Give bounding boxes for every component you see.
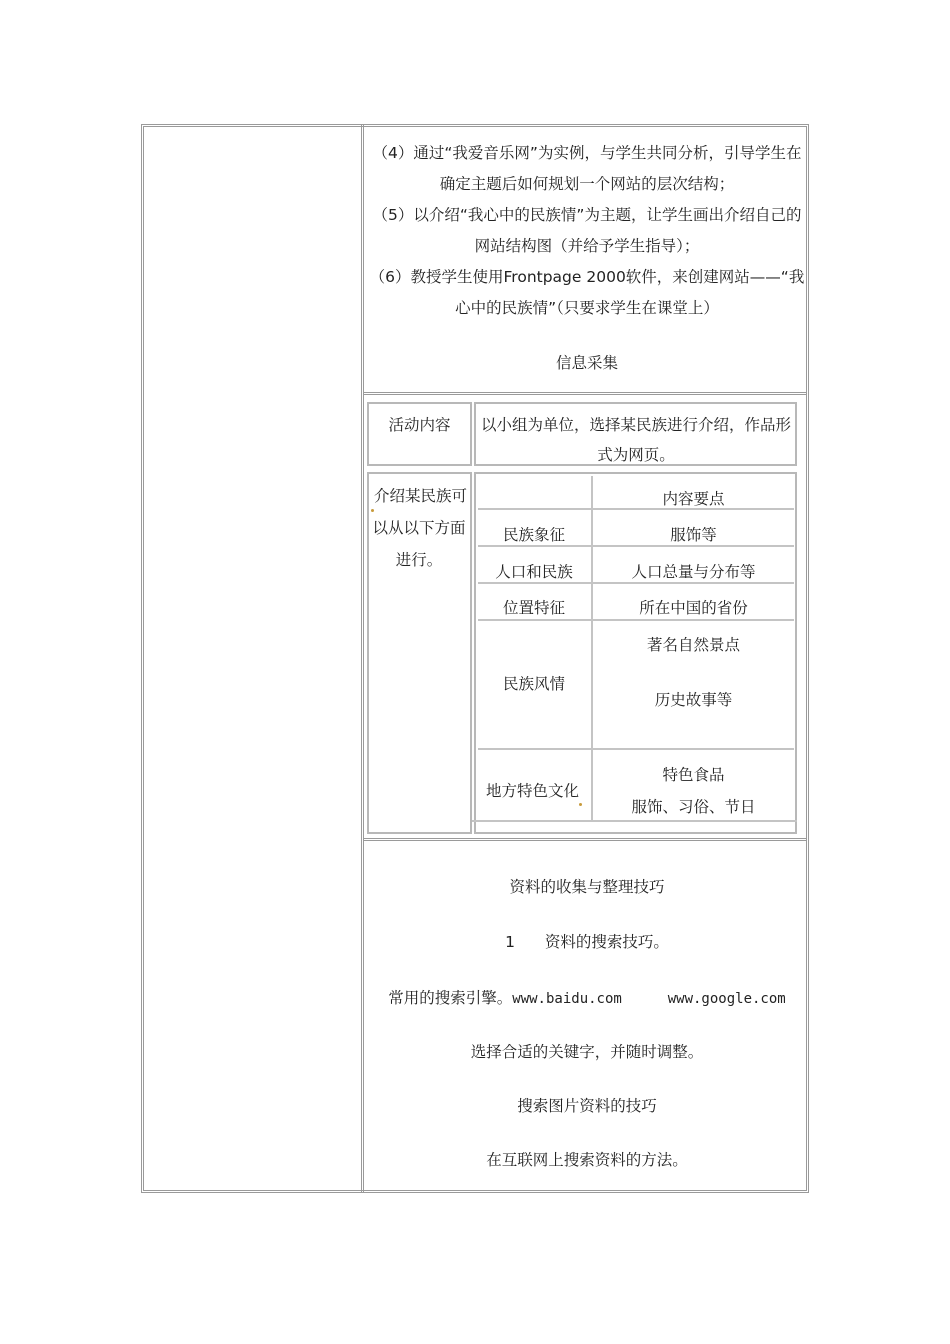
aspect-point: 人口总量与分布等 [631,563,756,581]
aspect-point: 特色食品 [662,766,725,784]
item-number: 1 [505,933,515,951]
info-collection-title: 信息采集 [555,354,618,372]
aspect-point: 服饰等 [670,526,717,544]
teaching-steps [368,138,806,324]
aspects-row-line [478,748,794,750]
aspect-point: 服饰、习俗、节日 [631,798,756,816]
search-tips-title: 资料的收集与整理技巧 [509,878,665,896]
activity-label: 活动内容 [388,416,451,434]
divider-bottom [364,838,806,841]
aspect-point: 历史故事等 [654,691,733,709]
intro-label: 介绍某民族可以从以下方面进行。 [372,487,467,569]
item-title: 资料的搜索技巧。 [544,933,669,951]
aspect-point: 所在中国的省份 [639,599,748,617]
aspects-header: 内容要点 [662,490,725,508]
step-6: （6）教授学生使用Frontpage 2000软件，来创建网站——“我心中的民族情”（只要求学生在课堂上） [369,268,805,317]
search-tip: 搜索图片资料的技巧 [517,1097,657,1115]
divider-top [364,392,806,395]
step-4: （4）通过“我爱音乐网”为实例，与学生共同分析，引导学生在确定主题后如何规划一个网站的层次结构； [372,144,802,193]
search-tip-item [368,927,806,957]
aspect-name: 地方特色文化 [478,776,590,806]
aspect-name: 位置特征 [502,599,565,617]
step-5: （5）以介绍“我心中的民族情”为主题，让学生画出介绍自己的网站结构图（并给予学生指导）； [372,206,802,255]
search-tip: 选择合适的关键字，并随时调整。 [470,1043,704,1061]
aspect-name: 人口和民族 [495,563,573,581]
aspect-name: 民族象征 [502,526,565,544]
aspect-name: 民族风情 [502,675,565,693]
engine-link-google: www.google.com [667,991,786,1007]
search-engines [368,983,806,1014]
engine-link-baidu: www.baidu.com [512,991,622,1007]
engines-label: 常用的搜索引擎。 [388,989,513,1007]
aspect-point: 著名自然景点 [646,636,740,654]
search-tip: 在互联网上搜索资料的方法。 [486,1151,688,1169]
activity-text: 以小组为单位，选择某民族进行介绍，作品形式为网页。 [480,416,791,464]
left-column [142,125,364,1192]
